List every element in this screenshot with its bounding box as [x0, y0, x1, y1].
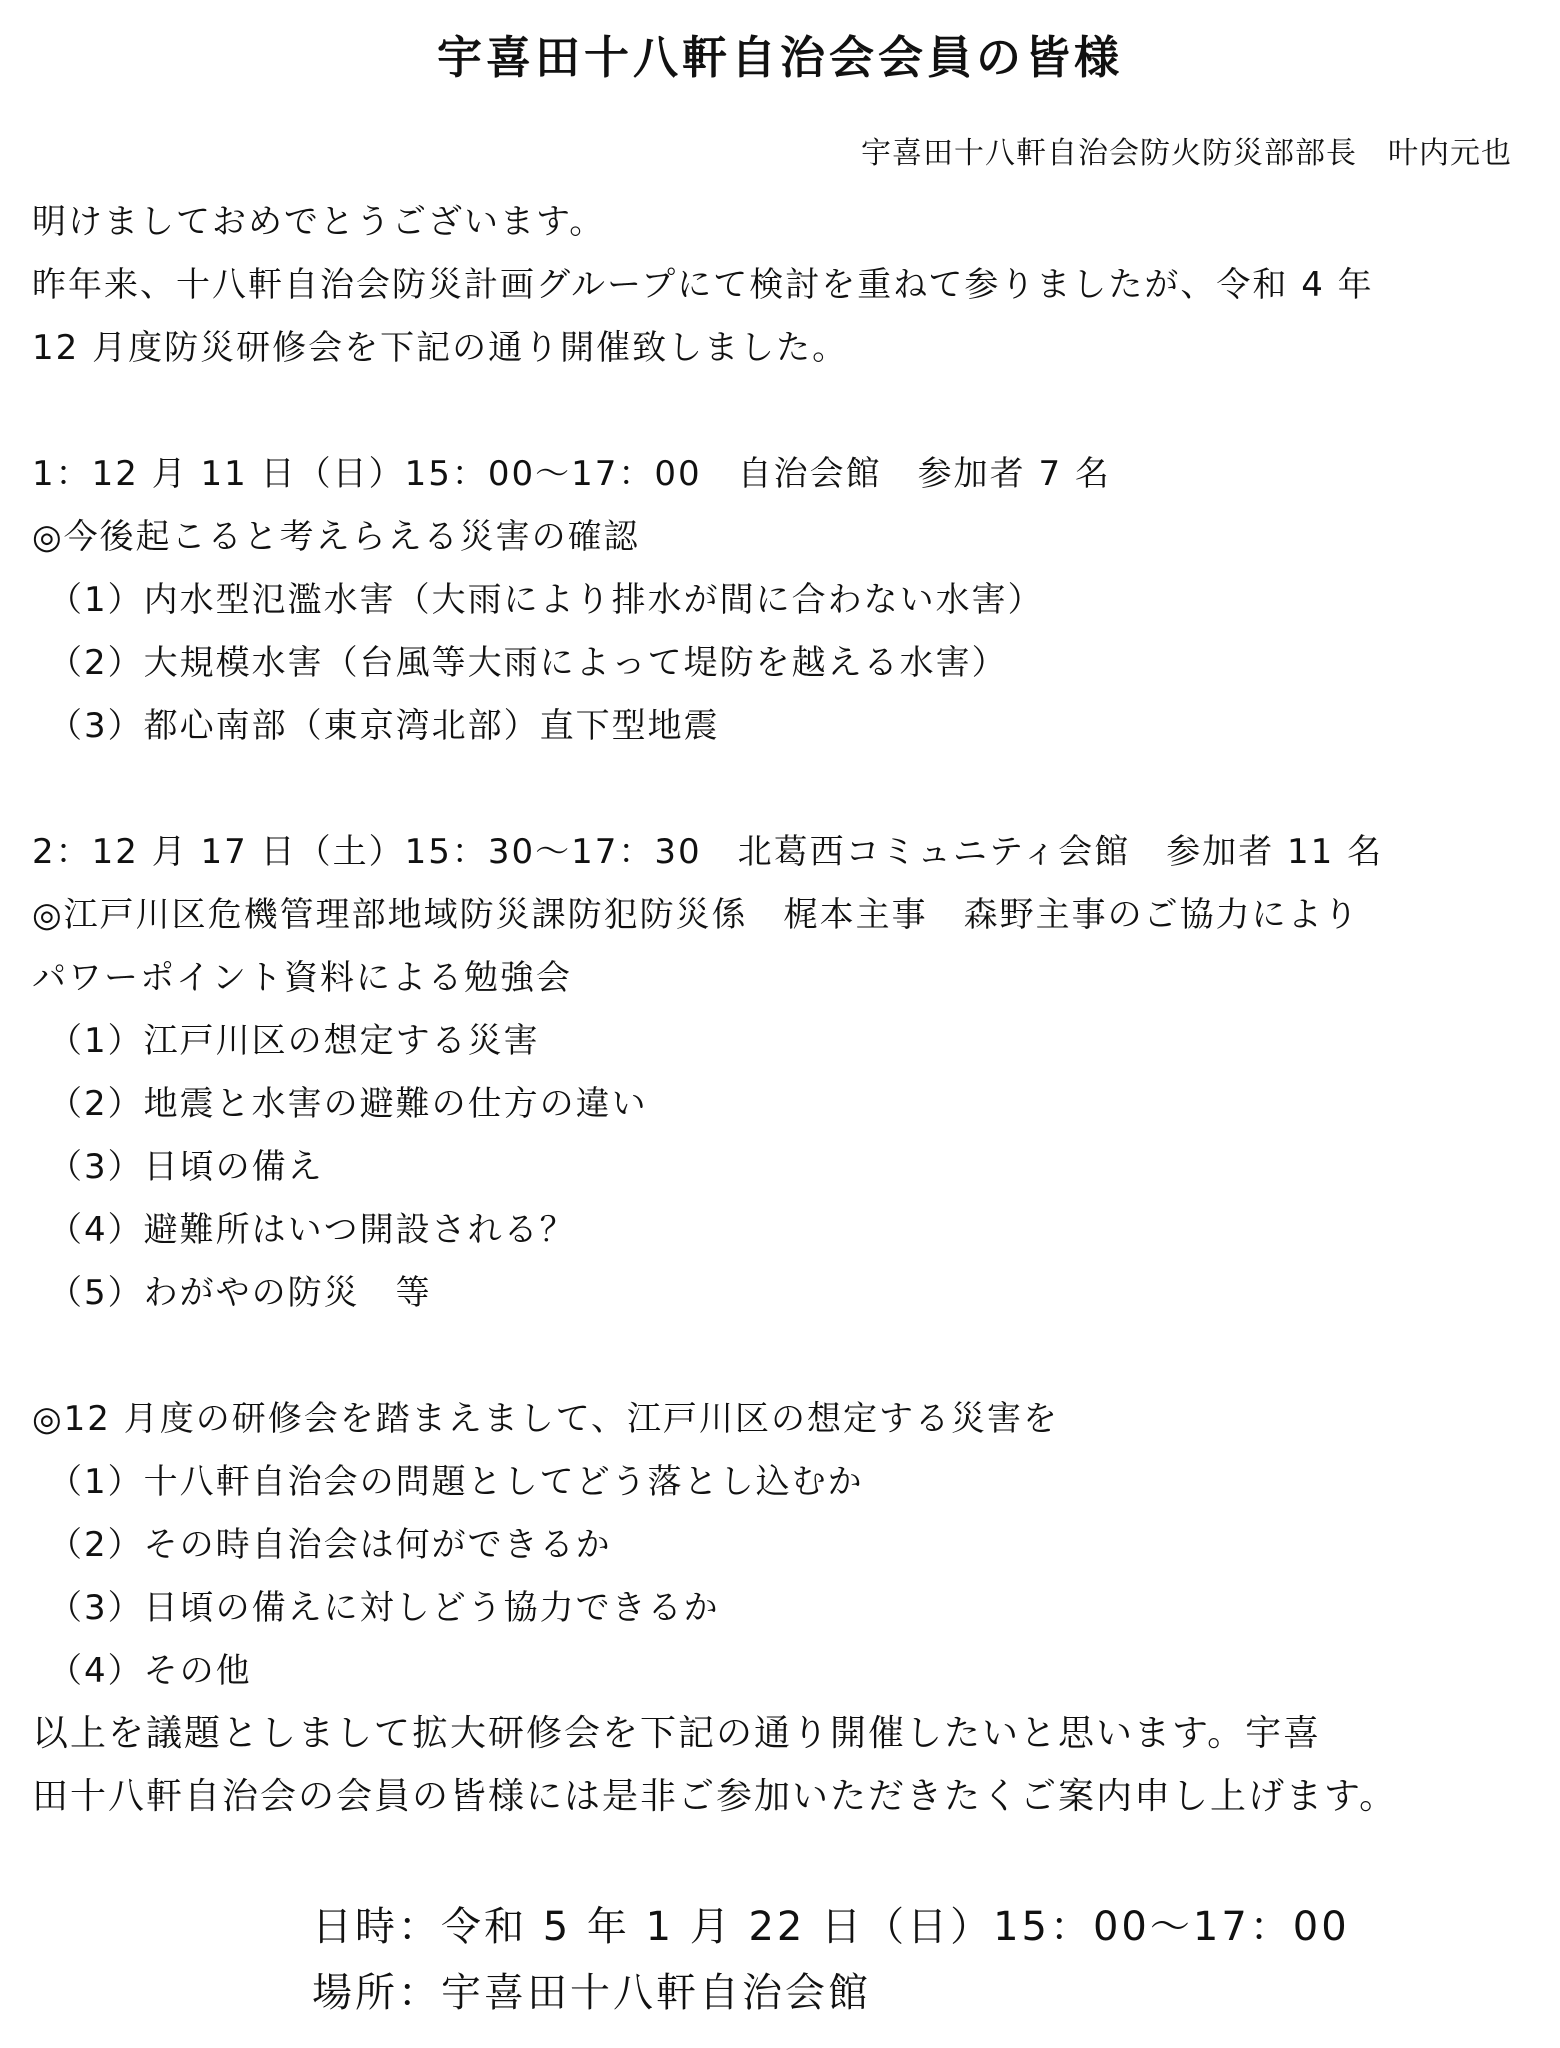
session1-topic: ◎今後起こると考えらえる災害の確認 [32, 517, 640, 557]
agenda-item: （3）日頃の備えに対しどう協力できるか [48, 1588, 720, 1628]
session2-header: 2：12 月 17 日（土）15：30～17：30 北葛西コミュニティ会館 参加者 11 名 [32, 832, 1384, 872]
event-place: 場所：宇喜田十八軒自治会館 [312, 1970, 871, 2016]
agenda-header: ◎12 月度の研修会を踏まえまして、江戸川区の想定する災害を [32, 1399, 1060, 1439]
closing-line-2: 田十八軒自治会の会員の皆様には是非ご参加いただきたくご案内申し上げます。 [32, 1776, 1398, 1817]
session1-item: （1）内水型氾濫水害（大雨により排水が間に合わない水害） [48, 580, 1044, 620]
greeting: 明けましておめでとうございます。 [32, 202, 606, 242]
session2-item: （2）地震と水害の避難の仕方の違い [48, 1084, 648, 1124]
intro-line-1: 昨年来、十八軒自治会防災計画グループにて検討を重ねて参りましたが、令和 4 年 [32, 265, 1374, 305]
session1-item: （3）都心南部（東京湾北部）直下型地震 [48, 706, 720, 746]
author-line: 宇喜田十八軒自治会防火防災部部長 叶内元也 [861, 136, 1512, 171]
session2-item: （1）江戸川区の想定する災害 [48, 1021, 540, 1061]
session2-topic-line-2: パワーポイント資料による勉強会 [32, 958, 572, 998]
session2-item: （5）わがやの防災 等 [48, 1273, 432, 1313]
session1-item: （2）大規模水害（台風等大雨によって堤防を越える水害） [48, 643, 1008, 683]
agenda-item: （2）その時自治会は何ができるか [48, 1525, 612, 1565]
document-title: 宇喜田十八軒自治会会員の皆様 [436, 31, 1123, 84]
closing-line-1: 以上を議題としまして拡大研修会を下記の通り開催したいと思います。宇喜 [32, 1713, 1322, 1754]
session2-topic-line-1: ◎江戸川区危機管理部地域防災課防犯防災係 梶本主事 森野主事のご協力により [32, 895, 1360, 935]
intro-line-2: 12 月度防災研修会を下記の通り開催致しました。 [32, 328, 849, 368]
event-datetime: 日時：令和 5 年 1 月 22 日（日）15：00～17：00 [312, 1904, 1350, 1950]
agenda-item: （1）十八軒自治会の問題としてどう落とし込むか [48, 1462, 864, 1502]
agenda-item: （4）その他 [48, 1651, 252, 1691]
session1-header: 1：12 月 11 日（日）15：00～17：00 自治会館 参加者 7 名 [32, 454, 1111, 494]
session2-item: （3）日頃の備え [48, 1147, 324, 1187]
session2-item: （4）避難所はいつ開設される？ [48, 1210, 576, 1250]
